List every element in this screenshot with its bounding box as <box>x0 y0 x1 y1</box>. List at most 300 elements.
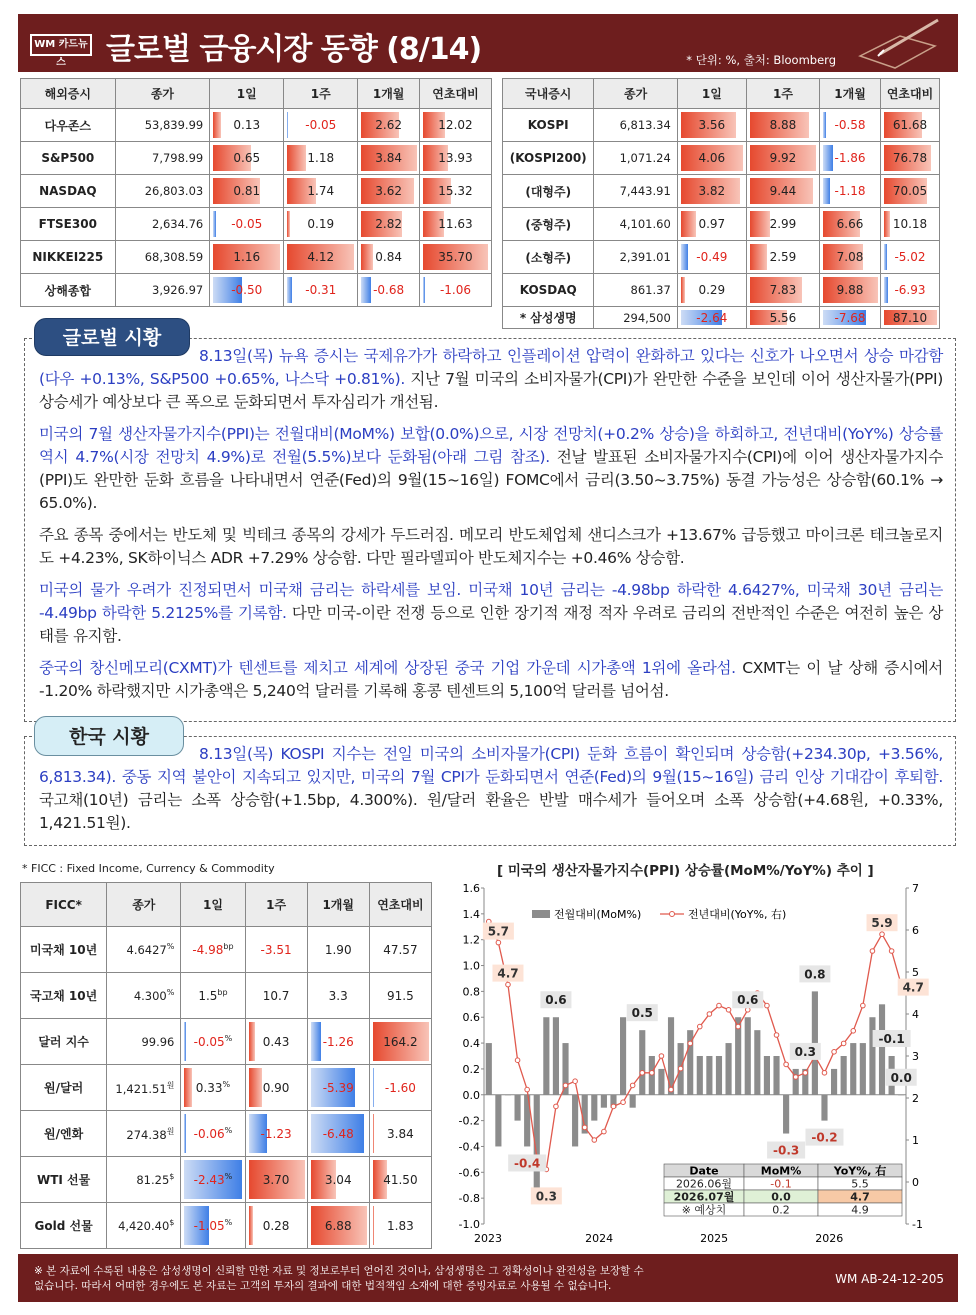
close-value: 81.25$ <box>107 1157 181 1203</box>
cell-value: -1.60 <box>384 1080 416 1095</box>
value-cell <box>820 175 881 208</box>
y-left-tick: 0.8 <box>462 985 480 999</box>
negative-bar <box>361 277 371 303</box>
column-header: 국내증시 <box>503 79 594 109</box>
mom-bar <box>898 1095 904 1096</box>
row-name: S&P500 <box>21 142 116 175</box>
value-cell <box>746 109 819 142</box>
value-cell <box>181 973 245 1019</box>
positive-bar <box>249 1068 263 1107</box>
row-name: * 삼성생명 <box>503 307 594 329</box>
close-value: 7,443.91 <box>594 175 677 208</box>
unit-label: $ <box>169 1172 175 1182</box>
column-header: 1주 <box>746 79 819 109</box>
annotation-label: 0.3 <box>794 1044 816 1059</box>
mom-bar <box>764 1056 770 1095</box>
value-cell <box>881 274 940 307</box>
cell-value: -1.18 <box>834 184 866 198</box>
cell-value: 10.7 <box>262 988 290 1003</box>
cell-value: 1.83 <box>387 1218 414 1233</box>
y-right-tick: 7 <box>912 882 919 895</box>
value-cell <box>746 241 819 274</box>
yoy-point <box>697 1024 702 1029</box>
cell-value: 13.93 <box>438 151 473 165</box>
negative-bar <box>287 277 292 303</box>
row-name: NASDAQ <box>21 175 116 208</box>
y-left-tick: 0.0 <box>462 1088 480 1102</box>
y-left-tick: -0.2 <box>458 1114 480 1128</box>
unit-label: bp <box>217 988 228 997</box>
y-left-tick: -0.6 <box>458 1166 480 1180</box>
x-tick: 2026 <box>815 1232 844 1245</box>
value-cell <box>284 109 358 142</box>
cell-value: -0.49 <box>696 250 728 264</box>
cell-value: 6.66 <box>836 217 864 231</box>
column-header: 1주 <box>245 883 307 927</box>
value-cell <box>181 1019 245 1065</box>
cell-value: 8.88 <box>769 118 797 132</box>
y-right-tick: 6 <box>912 924 919 937</box>
y-left-tick: 1.4 <box>462 907 480 921</box>
cell-value: -5.39 <box>322 1080 354 1095</box>
cell-value: -1.23 <box>260 1126 292 1141</box>
table-row <box>21 1111 432 1157</box>
disclaimer-line-2: 없습니다. 따라서 어떠한 경우에도 본 자료는 고객의 투자의 결과에 대한 법적책임 소재에 대한 증빙자료로 사용될 수 없습니다. <box>34 1280 612 1292</box>
mom-bar <box>534 1095 540 1198</box>
cell-value: 7.83 <box>769 283 797 297</box>
table-row <box>21 241 492 274</box>
legend-mom-swatch <box>532 910 550 918</box>
close-value: 294,500 <box>594 307 677 329</box>
value-cell <box>746 208 819 241</box>
value-cell <box>181 1111 245 1157</box>
body-text: 전날 발표된 소비자물가지수(CPI)에 이어 생산자물가지수(PPI)도 완만한 둔화 흐름을 나타내면서 연준(Fed)의 9월(15~16일) FOMC에서 금리(3.50~3.75%) 동결 가능성은 상승함(60.1% → 65.0%). <box>39 448 944 512</box>
value-cell <box>419 274 491 307</box>
document-code: WM AB-24-12-205 <box>835 1272 944 1286</box>
domestic-stock-table <box>502 78 940 329</box>
cell-value: -0.05 <box>231 217 263 231</box>
y-left-tick: 0.6 <box>462 1011 480 1025</box>
mom-bar <box>783 1095 789 1134</box>
cell-value: -3.51 <box>260 942 292 957</box>
yoy-point <box>784 1062 789 1067</box>
body-text: 국고채(10년) 금리는 소폭 상승함(+1.5bp, 4.300%). 원/달러 환율은 반발 매수세가 들어오며 소폭 상승함(+4.68원, +0.33%, 1,421.51원). <box>39 791 943 832</box>
yoy-point <box>669 1087 674 1092</box>
mom-bar <box>706 1056 712 1095</box>
column-header: 1일 <box>181 883 245 927</box>
column-header: 해외증시 <box>21 79 116 109</box>
y-right-tick: 3 <box>912 1050 919 1063</box>
annotation-label: -0.4 <box>514 1156 541 1171</box>
value-cell <box>677 142 746 175</box>
close-value: 3,926.97 <box>115 274 210 307</box>
table-header-text: Date <box>689 1164 719 1178</box>
close-value: 2,391.01 <box>594 241 677 274</box>
cell-value: 5.56 <box>769 310 797 325</box>
positive-bar <box>681 211 696 237</box>
page-title: 글로벌 금융시장 동향 (8/14) <box>106 32 482 67</box>
y-left-tick: 1.0 <box>462 959 480 973</box>
highlight-text: 8.13일(목) KOSPI 지수는 전일 미국의 소비자물가(CPI) 둔화 흐름이 확인되며 상승함(+234.30p, +3.56%, 6,813.34). 중동 지역 불안이 지속되고 있지만, 미국의 7월 CPI가 둔화되면서 연준(Fed)의 9월(15~16일) 금리 인상 기대감이 후퇴함. <box>39 745 943 786</box>
unit-label: bp <box>223 942 234 951</box>
negative-bar <box>184 1022 185 1061</box>
yoy-point <box>659 1054 664 1059</box>
yoy-point <box>688 1041 693 1046</box>
header-row <box>503 79 940 109</box>
mom-bar <box>860 1043 866 1095</box>
row-name: (KOSPI200) <box>503 142 594 175</box>
value-cell <box>181 1157 245 1203</box>
cell-value: 7.08 <box>836 250 864 264</box>
yoy-point <box>592 1138 597 1143</box>
close-value: 2,634.76 <box>115 208 210 241</box>
column-header: 1주 <box>284 79 358 109</box>
row-name: Gold 선물 <box>21 1203 107 1249</box>
value-cell <box>284 142 358 175</box>
column-header: 연초대비 <box>419 79 491 109</box>
yoy-point <box>621 1100 626 1105</box>
cell-value: 2.62 <box>375 118 402 132</box>
value-cell <box>307 1019 369 1065</box>
cell-value: 4.06 <box>698 151 726 165</box>
y-left-tick: 0.4 <box>462 1037 480 1051</box>
yoy-point <box>515 1058 520 1063</box>
y-right-tick: 2 <box>912 1092 919 1105</box>
value-cell <box>210 274 284 307</box>
body-text: 다만 미국-이란 전쟁 등으로 인한 장기적 재정 적자 우려로 금리의 전반적인 수준은 여전히 높은 상태를 유지함. <box>39 604 944 645</box>
cell-value: 3.04 <box>324 1172 352 1187</box>
close-value: 4.6427% <box>107 927 181 973</box>
cell-value: 0.29 <box>698 283 726 297</box>
mom-bar <box>754 1030 760 1095</box>
cell-value: 3.3 <box>328 988 348 1003</box>
row-name: 달러 지수 <box>21 1019 107 1065</box>
mom-bar <box>495 1095 501 1147</box>
value-cell <box>820 307 881 329</box>
cell-value: -5.02 <box>894 250 926 264</box>
positive-bar <box>249 1206 253 1245</box>
yoy-point <box>793 1075 798 1080</box>
cell-value: -1.26 <box>322 1034 354 1049</box>
paragraph <box>39 743 943 835</box>
table-cell-text: 0.2 <box>772 1203 790 1217</box>
yoy-point <box>736 1024 741 1029</box>
cell-value: 1.18 <box>307 151 335 165</box>
value-cell <box>307 973 369 1019</box>
value-cell <box>820 274 881 307</box>
value-cell <box>245 1111 307 1157</box>
cell-value: 70.05 <box>892 184 928 198</box>
yoy-point <box>707 1012 712 1017</box>
cell-value: 2.59 <box>769 250 797 264</box>
value-cell <box>820 208 881 241</box>
legend-yoy-label: 전년대비(YoY%, 右) <box>688 908 787 921</box>
table-cell-text: 4.9 <box>851 1203 869 1217</box>
yoy-point <box>611 1104 616 1109</box>
close-value: 4,101.60 <box>594 208 677 241</box>
value-cell <box>677 241 746 274</box>
table-cell-text: -0.1 <box>770 1177 792 1191</box>
value-cell <box>419 241 491 274</box>
value-cell <box>210 208 284 241</box>
cell-value: -7.68 <box>834 310 866 325</box>
yoy-point <box>765 1003 770 1008</box>
value-cell <box>210 175 284 208</box>
highlight-text: 8.13일(목) 뉴욕 증시는 국제유가가 하락하고 인플레이션 압력이 완화하고 있다는 신호가 나오면서 상승 마감함(다우 +0.13%, S&P500 +0.65%, 나스닥 +0.81%). <box>39 347 943 388</box>
annotation-label: -0.1 <box>878 1032 905 1046</box>
mom-bar <box>639 1030 645 1095</box>
value-cell <box>245 1203 307 1249</box>
yoy-point <box>554 1104 559 1109</box>
y-left-tick: -0.4 <box>458 1140 480 1154</box>
value-cell <box>181 1065 245 1111</box>
column-header: 종가 <box>107 883 181 927</box>
positive-bar <box>681 277 685 303</box>
cell-value: 0.81 <box>233 184 261 198</box>
cell-value: -0.05 <box>193 1035 225 1049</box>
mom-bar <box>514 1095 520 1121</box>
korea-market-label: 한국 시황 <box>34 716 184 756</box>
cell-value: 0.19 <box>307 217 335 231</box>
ficc-note: * FICC : Fixed Income, Currency & Commodity <box>22 862 275 875</box>
close-value: 1,071.24 <box>594 142 677 175</box>
cell-value: 2.82 <box>375 217 402 231</box>
page-footer <box>18 1254 958 1302</box>
value-cell <box>369 927 431 973</box>
paragraph <box>39 579 943 648</box>
annotation-label: 0.6 <box>737 993 759 1008</box>
cell-value: 9.44 <box>769 184 797 198</box>
cell-value: -4.98 <box>192 943 224 957</box>
table-row <box>21 109 492 142</box>
cell-value: 3.84 <box>387 1126 414 1141</box>
value-cell <box>210 142 284 175</box>
positive-bar <box>184 1068 192 1107</box>
paragraph <box>39 524 943 570</box>
cell-value: 0.84 <box>375 250 402 264</box>
table-cell-text: 0.0 <box>771 1190 791 1204</box>
y-left-tick: 0.2 <box>462 1062 480 1076</box>
row-name: 미국채 10년 <box>21 927 107 973</box>
column-header: 연초대비 <box>369 883 431 927</box>
mom-bar <box>793 1069 799 1095</box>
x-tick: 2023 <box>474 1232 502 1245</box>
yoy-point <box>602 1129 607 1134</box>
y-right-tick: 5 <box>912 966 919 979</box>
mom-bar <box>697 1056 703 1095</box>
row-name: 원/엔화 <box>21 1111 107 1157</box>
cell-value: 91.5 <box>387 988 414 1003</box>
table-row <box>503 109 940 142</box>
cell-value: 87.10 <box>892 310 928 325</box>
annotation-label: -0.2 <box>811 1130 838 1145</box>
annotation-label: 5.7 <box>487 924 510 939</box>
value-cell <box>746 274 819 307</box>
ficc-table <box>20 882 432 1249</box>
row-name: (중형주) <box>503 208 594 241</box>
negative-bar <box>213 211 216 237</box>
y-right-tick: 4 <box>912 1008 919 1021</box>
cell-value: 3.56 <box>698 118 726 132</box>
table-row <box>21 1203 432 1249</box>
mom-bar <box>745 1017 751 1095</box>
mom-bar <box>620 1017 626 1095</box>
highlight-text: 미국의 물가 우려가 진정되면서 미국채 금리는 하락세를 보임. 미국채 10년 금리는 -4.98bp 하락한 4.6427%, 미국채 30년 금리는 -4.49bp 하락한 5.2125%를 기록함. <box>39 581 943 622</box>
value-cell <box>369 1111 431 1157</box>
legend-mom-label: 전월대비(MoM%) <box>554 908 642 921</box>
cell-value: 11.63 <box>438 217 473 231</box>
value-cell <box>358 142 420 175</box>
table-header-text: YoY%, 右 <box>833 1164 887 1178</box>
yoy-point <box>832 1050 837 1055</box>
positive-bar <box>750 244 767 270</box>
table-header-text: MoM% <box>760 1164 802 1178</box>
annotation-label: 4.7 <box>497 966 519 981</box>
unit-source-note: * 단위: %, 출처: Bloomberg <box>686 53 836 67</box>
yoy-point <box>774 1033 779 1038</box>
yoy-point <box>496 940 501 945</box>
cell-value: 0.13 <box>233 118 261 132</box>
column-header: 1개월 <box>820 79 881 109</box>
value-cell <box>245 1157 307 1203</box>
yoy-point <box>726 1008 731 1013</box>
yoy-point <box>822 1071 827 1076</box>
yoy-point <box>582 1125 587 1130</box>
overseas-stock-table <box>20 78 492 307</box>
value-cell <box>307 1065 369 1111</box>
cell-value: -1.86 <box>834 151 866 165</box>
value-cell <box>307 1111 369 1157</box>
positive-bar <box>361 244 373 270</box>
mom-bar <box>543 1017 549 1095</box>
negative-bar <box>823 145 833 171</box>
annotation-label: 5.9 <box>871 916 893 931</box>
mom-bar <box>658 1069 664 1095</box>
y-right-tick: -1 <box>912 1218 923 1231</box>
cell-value: 0.33 <box>195 1081 223 1095</box>
mom-bar <box>505 1095 511 1096</box>
negative-bar <box>681 244 689 270</box>
table-row <box>21 1065 432 1111</box>
y-left-tick: 1.6 <box>462 882 480 895</box>
close-value: 6,813.34 <box>594 109 677 142</box>
column-header: 1개월 <box>358 79 420 109</box>
column-header: 종가 <box>594 79 677 109</box>
y-left-tick: -1.0 <box>458 1218 480 1231</box>
mom-bar <box>879 1004 885 1094</box>
value-cell <box>746 175 819 208</box>
mom-bar <box>630 1095 636 1108</box>
paragraph <box>39 657 943 703</box>
yoy-point <box>573 1079 578 1084</box>
table-row <box>21 274 492 307</box>
value-cell <box>284 241 358 274</box>
table-row <box>21 175 492 208</box>
mom-bar <box>716 1056 722 1095</box>
close-value: 7,798.99 <box>115 142 210 175</box>
value-cell <box>369 1157 431 1203</box>
unit-label: % <box>222 1080 231 1089</box>
unit-label: % <box>166 942 175 952</box>
unit-label: $ <box>169 1218 175 1228</box>
table-cell-text: 2026.06월 <box>675 1177 733 1191</box>
table-cell-text: 4.7 <box>850 1190 870 1204</box>
global-market-label: 글로벌 시황 <box>34 318 190 356</box>
positive-bar <box>750 211 770 237</box>
value-cell <box>358 274 420 307</box>
row-name: 원/달러 <box>21 1065 107 1111</box>
close-value: 99.96 <box>107 1019 181 1065</box>
cell-value: -0.68 <box>373 283 405 297</box>
column-header: 종가 <box>115 79 210 109</box>
table-row <box>503 208 940 241</box>
negative-bar <box>884 244 887 270</box>
close-value: 26,803.03 <box>115 175 210 208</box>
row-name: 상해종합 <box>21 274 116 307</box>
unit-label: % <box>224 1218 233 1227</box>
cell-value: 3.84 <box>375 151 402 165</box>
unit-label: 원 <box>166 1080 175 1090</box>
cell-value: 3.62 <box>375 184 402 198</box>
paragraph <box>39 423 943 515</box>
table-row <box>503 142 940 175</box>
value-cell <box>245 1019 307 1065</box>
value-cell <box>369 1203 431 1249</box>
annotation-label: 0.6 <box>545 993 567 1008</box>
value-cell <box>881 175 940 208</box>
mom-bar <box>486 1043 492 1095</box>
unit-label: % <box>224 1126 233 1135</box>
header-row <box>21 79 492 109</box>
header-row <box>21 883 432 927</box>
value-cell <box>746 307 819 329</box>
x-tick: 2025 <box>700 1232 729 1245</box>
y-right-tick: 1 <box>912 1134 919 1147</box>
close-value: 68,308.59 <box>115 241 210 274</box>
row-name: KOSDAQ <box>503 274 594 307</box>
cell-value: 3.82 <box>698 184 726 198</box>
mom-bar <box>725 1043 731 1095</box>
negative-bar <box>287 112 288 138</box>
value-cell <box>181 1203 245 1249</box>
cell-value: 0.90 <box>262 1080 290 1095</box>
page-header <box>18 14 958 72</box>
global-market-section <box>24 338 956 722</box>
cell-value: 1.90 <box>324 942 352 957</box>
mom-bar <box>601 1095 607 1108</box>
value-cell <box>284 208 358 241</box>
cell-value: -6.93 <box>894 283 926 297</box>
yoy-point <box>678 1066 683 1071</box>
yoy-point <box>803 1071 808 1076</box>
table-row <box>21 142 492 175</box>
value-cell <box>245 927 307 973</box>
value-cell <box>210 109 284 142</box>
cell-value: 164.2 <box>383 1034 418 1049</box>
yoy-point <box>630 1083 635 1088</box>
table-cell-text: 5.5 <box>851 1177 869 1191</box>
column-header: 1개월 <box>307 883 369 927</box>
cell-value: 1.5 <box>198 989 218 1003</box>
value-cell <box>181 927 245 973</box>
close-value: 4,420.40$ <box>107 1203 181 1249</box>
mom-bar <box>821 1095 827 1121</box>
ppi-chart <box>446 876 946 1250</box>
unit-label: % <box>166 988 175 998</box>
annotation-label: -0.3 <box>772 1143 800 1158</box>
highlight-text: 미국의 7월 생산자물가지수(PPI)는 전월대비(MoM%) 보합(0.0%)으로, 시장 전망치(+0.2% 상승)을 하회하고, 전년대비(YoY%) 상승률 역시 4.7%(시장 전망치 4.9%)로 전월(5.5%)보다 둔화됨(아래 그림 참조). <box>39 425 943 466</box>
value-cell <box>746 142 819 175</box>
